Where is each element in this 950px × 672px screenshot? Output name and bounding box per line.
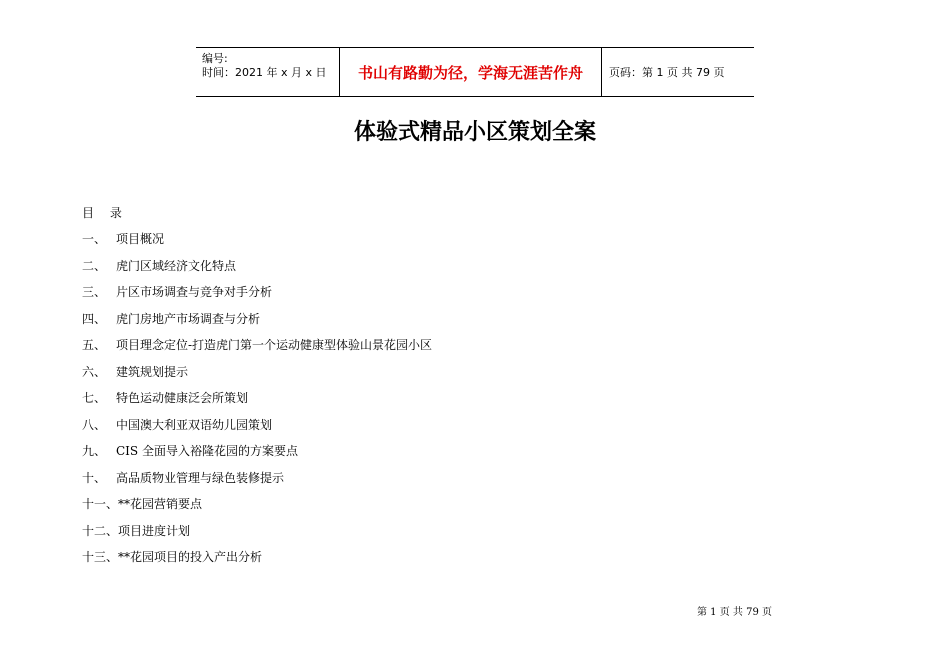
toc-item[interactable]: [82, 256, 432, 283]
document-title: 体验式精品小区策划全案: [353, 120, 596, 145]
toc-item[interactable]: [82, 388, 432, 415]
motto-text: 书山有路勤为径，学海无涯苦作舟: [357, 63, 583, 82]
toc-item-text: 虎门区域经济文化特点: [116, 258, 237, 273]
toc-item-text: 高品质物业管理与绿色装修提示: [116, 470, 285, 485]
toc-item-number: 十一、: [82, 497, 119, 511]
toc-item[interactable]: [82, 282, 432, 309]
toc-item-text: **花园营销要点: [118, 497, 203, 511]
number-label: 编号:: [202, 52, 228, 65]
toc-item-text: 中国澳大利亚双语幼儿园策划: [116, 417, 273, 432]
header-meta-cell: [196, 48, 340, 96]
date-label: 时间：2021 年 x 月 x 日: [202, 66, 327, 79]
toc-item[interactable]: [82, 415, 432, 442]
toc-item-number: 十三、: [82, 550, 119, 564]
toc-item[interactable]: [82, 521, 432, 548]
toc-item-number: 五、: [82, 338, 107, 352]
toc-item[interactable]: [82, 229, 432, 256]
toc-item-text: 虎门房地产市场调查与分析: [116, 311, 261, 326]
toc-item[interactable]: [82, 309, 432, 336]
toc-item[interactable]: [82, 547, 432, 574]
toc-item-text: 片区市场调查与竞争对手分析: [116, 285, 273, 299]
toc-item-number: 三、: [82, 285, 107, 299]
toc-item-number: 十、: [82, 470, 107, 485]
toc-item-text: **花园项目的投入产出分析: [118, 550, 263, 564]
toc-item-number: 六、: [82, 364, 107, 379]
header-page-cell: [602, 48, 754, 96]
toc-item-number: 一、: [82, 232, 107, 246]
toc-item-number: 四、: [82, 311, 107, 326]
toc-heading: 目 录: [82, 206, 128, 220]
document-header: [196, 47, 754, 97]
toc-item[interactable]: [82, 362, 432, 389]
header-motto-cell: [340, 48, 602, 96]
toc-item-number: 九、: [82, 444, 107, 458]
page-code: 页码：第 1 页 共 79 页: [609, 66, 725, 79]
toc-item[interactable]: [82, 494, 432, 521]
toc-item-number: 十二、: [82, 523, 119, 538]
toc-item-text: 项目概况: [116, 232, 165, 246]
toc-item-text: CIS 全面导入裕隆花园的方案要点: [116, 444, 298, 458]
toc-item[interactable]: [82, 468, 432, 495]
toc-item-number: 二、: [82, 258, 107, 273]
toc-item[interactable]: [82, 441, 432, 468]
toc-item[interactable]: [82, 335, 432, 362]
toc-item-text: 项目进度计划: [118, 523, 191, 538]
toc-item-text: 建筑规划提示: [116, 364, 189, 379]
toc-item-number: 八、: [82, 417, 107, 432]
toc-item-text: 项目理念定位-打造虎门第一个运动健康型体验山景花园小区: [116, 338, 433, 352]
page-footer: 第 1 页 共 79 页: [697, 607, 772, 618]
toc-item-text: 特色运动健康泛会所策划: [116, 391, 249, 405]
toc-list: [82, 229, 432, 574]
table-of-contents: [82, 203, 432, 574]
toc-item-number: 七、: [82, 391, 107, 405]
